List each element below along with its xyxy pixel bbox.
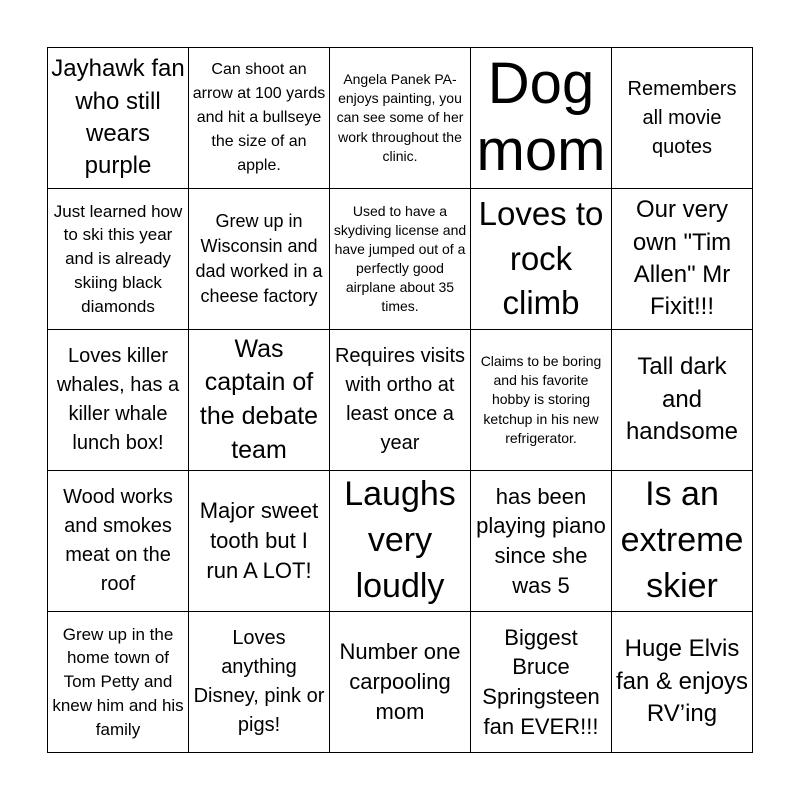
bingo-cell-text: Claims to be boring and his favorite hobby is storing ketchup in his new refrigerator. xyxy=(480,353,602,446)
bingo-cell-text: Grew up in the home town of Tom Petty and knew him and his family xyxy=(52,624,184,739)
bingo-cell-r4c5[interactable] xyxy=(612,471,753,612)
bingo-cell-text: Can shoot an arrow at 100 yards and hit a bullseye the size of an apple. xyxy=(192,61,326,174)
bingo-cell-r3c4[interactable] xyxy=(471,330,612,471)
bingo-cell-text: Is an extreme skier xyxy=(620,475,744,605)
bingo-cell-text: Was captain of the debate team xyxy=(199,334,319,464)
bingo-cell-text: Remembers all movie quotes xyxy=(627,77,737,158)
bingo-cell-r2c3[interactable] xyxy=(330,189,471,330)
bingo-cell-r1c3[interactable] xyxy=(330,48,471,189)
bingo-cell-r3c5[interactable] xyxy=(612,330,753,471)
bingo-cell-text: Number one carpooling mom xyxy=(339,639,461,724)
bingo-cell-text: Tall dark and handsome xyxy=(625,353,739,446)
bingo-cell-r5c5[interactable] xyxy=(612,612,753,753)
bingo-cell-text: Angela Panek PA- enjoys painting, you can see some of her work throughout the clinic. xyxy=(336,71,464,164)
bingo-cell-r5c1[interactable] xyxy=(48,612,189,753)
bingo-cell-text: Major sweet tooth but I run A LOT! xyxy=(199,498,319,583)
bingo-cell-r2c1[interactable] xyxy=(48,189,189,330)
bingo-cell-text: Dog mom xyxy=(476,51,606,183)
bingo-cell-r3c3[interactable] xyxy=(330,330,471,471)
bingo-cell-text: Biggest Bruce Springsteen fan EVER!!! xyxy=(482,624,600,739)
bingo-cell-r1c2[interactable] xyxy=(189,48,330,189)
bingo-cell-text: Grew up in Wisconsin and dad worked in a cheese factory xyxy=(195,210,323,307)
bingo-cell-r2c5[interactable] xyxy=(612,189,753,330)
bingo-cell-text: Our very own "Tim Allen" Mr Fixit!!! xyxy=(632,196,732,321)
bingo-cell-r2c4[interactable] xyxy=(471,189,612,330)
bingo-cell-r3c2[interactable] xyxy=(189,330,330,471)
bingo-cell-r4c4[interactable] xyxy=(471,471,612,612)
bingo-cell-text: Huge Elvis fan & enjoys RV’ing xyxy=(615,635,749,728)
bingo-cell-r4c1[interactable] xyxy=(48,471,189,612)
bingo-cell-r2c2[interactable] xyxy=(189,189,330,330)
bingo-cell-text: Requires visits with ortho at least once a year xyxy=(334,345,466,454)
bingo-cell-text: Laughs very loudly xyxy=(344,475,456,605)
bingo-cell-r4c3[interactable] xyxy=(330,471,471,612)
bingo-cell-text: has been playing piano since she was 5 xyxy=(476,483,606,598)
bingo-cell-r1c5[interactable] xyxy=(612,48,753,189)
bingo-cell-r3c1[interactable] xyxy=(48,330,189,471)
bingo-cell-r5c4[interactable] xyxy=(471,612,612,753)
bingo-cell-r4c2[interactable] xyxy=(189,471,330,612)
bingo-cell-text: Used to have a skydiving license and have jumped out of a perfectly good airplane about 35 times. xyxy=(333,202,467,315)
bingo-cell-text: Just learned how to ski this year and is already skiing black diamonds xyxy=(53,201,183,316)
bingo-cell-r5c2[interactable] xyxy=(189,612,330,753)
bingo-cell-text: Jayhawk fan who still wears purple xyxy=(51,55,185,180)
bingo-cell-text: Wood works and smokes meat on the roof xyxy=(63,486,173,595)
bingo-cell-text: Loves killer whales, has a killer whale lunch box! xyxy=(56,345,180,454)
bingo-board xyxy=(47,47,753,753)
bingo-cell-text: Loves to rock climb xyxy=(478,195,604,322)
bingo-cell-r1c1[interactable] xyxy=(48,48,189,189)
bingo-cell-r5c3[interactable] xyxy=(330,612,471,753)
bingo-cell-text: Loves anything Disney, pink or pigs! xyxy=(193,627,325,736)
bingo-cell-r1c4[interactable] xyxy=(471,48,612,189)
